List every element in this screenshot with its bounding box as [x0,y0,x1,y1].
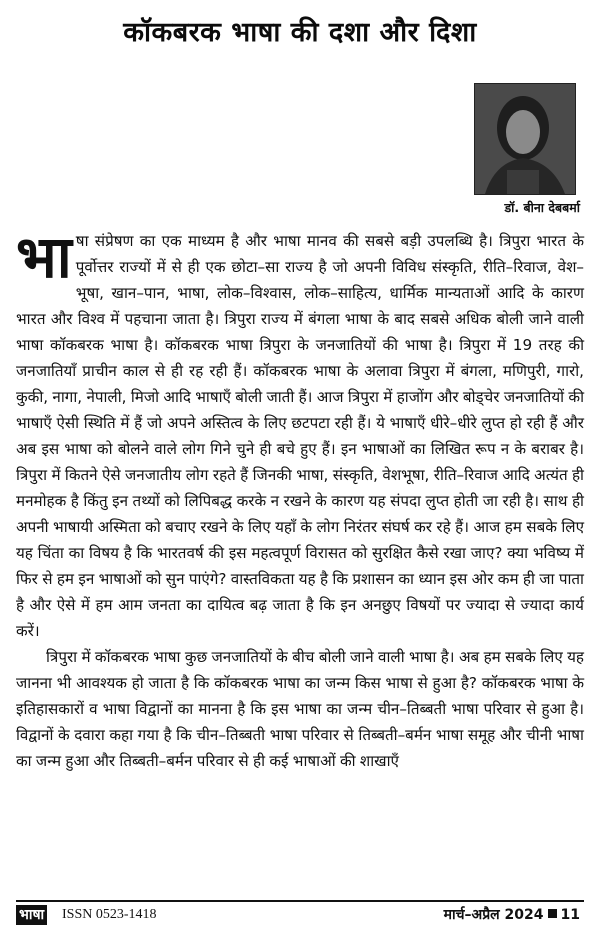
square-bullet-icon [548,909,557,918]
issue-date: मार्च–अप्रैल 2024 [443,907,544,923]
author-photo [474,83,576,195]
issue-info [444,905,580,925]
author-name: डॉ. बीना देबबर्मा [504,200,580,215]
page-footer [16,900,584,930]
magazine-logo: भाषा [16,905,47,925]
paragraph-1-text: षा संप्रेषण का एक माध्यम है और भाषा मानव की सबसे बड़ी उपलब्धि है। त्रिपुरा भारत के पूर्वोत्तर राज्यों में से ही एक छोटा–सा राज्य है जो अपनी विविध संस्कृति, रीति–रिवाज, वेश–भूषा, खान–पान, भाषा, लोक–विश्वास, लोक–साहित्य, धार्मिक मान्यताओं आदि के कारण भारत और विश्व में पहचाना जाता है। त्रिपुरा राज्य में बंगला भाषा के बाद सबसे अधिक बोली जाने वाली भाषा कॉकबरक भाषा है। कॉकबरक भाषा त्रिपुरा के जनजातियों की भाषा है। त्रिपुरा में 19 तरह की जनजातियाँ प्राचीन काल से ही रह रही हैं। कॉकबरक भाषा के अलावा त्रिपुरा में बंगला, मणिपुरी, गारो, कुकी, नागा, नेपाली, मिजो आदि भाषाएँ बोली जाती हैं। आज त्रिपुरा में हाजोंग और बोड्चेर जनजातियों की भाषाएँ ऐसी स्थिति में हैं जो अपने अस्तित्व के लिए छटपटा रही हैं। ये भाषाएँ धीरे–धीरे लुप्त हो रही हैं और अब इस भाषा को बोलने वाले लोग गिने चुने ही बचे हुए हैं। इन भाषाओं का लिखित रूप न के बराबर है। त्रिपुरा में कितने ऐसे जनजातीय लोग रहते हैं जिनकी भाषा, संस्कृति, वेशभूषा, रीति–रिवाज आदि अत्यंत ही मनमोहक है किंतु इन तथ्यों को लिपिबद्ध करके न रखने के कारण यह संपदा लुप्त होती जा रही है। साथ ही अपनी भाषायी अस्मिता को बचाए रखने के लिए यहाँ के लोग निरंतर संघर्ष कर रहे हैं। आज हम सबके लिए यह चिंता का विषय है कि भारतवर्ष की इस महत्वपूर्ण विरासत को सुरक्षित कैसे रखा जाए? क्या भविष्य में फिर से हम इन भाषाओं को सुन पाएंगे? वास्तविकता यह है कि प्रशासन का ध्यान इस ओर कम ही जा पाता है और ऐसे में हम आम जनता का दायित्व बढ़ जाता है कि इन अनछुए विषयों पर ज्यादा से ज्यादा कार्य करें। [16,232,584,640]
article-body [16,223,584,774]
drop-cap: भा [16,223,72,291]
author-portrait-image [475,84,575,194]
paragraph-2: त्रिपुरा में कॉकबरक भाषा कुछ जनजातियों के बीच बोली जाने वाली भाषा है। अब हम सबके लिए यह जानना भी आवश्यक हो जाता है कि कॉकबरक भाषा का जन्म किस भाषा से हुआ है? कॉकबरक भाषा के इतिहासकारों व भाषा विद्वानों का मानना है कि इस भाषा का जन्म चीन–तिब्बती भाषा परिवार से हुआ है। विद्वानों के दवारा कहा गया है कि चीन–तिब्बती भाषा परिवार से तिब्बती–बर्मन भाषा समूह और चीनी भाषा का जन्म हुआ और तिब्बती–बर्मन परिवार से ही कई भाषाओं की शाखाएँ [16,648,584,770]
issn-number: ISSN 0523-1418 [62,907,157,922]
article-title: कॉकबरक भाषा की दशा और दिशा [123,17,477,48]
page-number: 11 [560,907,580,923]
paragraph-1 [16,223,584,644]
